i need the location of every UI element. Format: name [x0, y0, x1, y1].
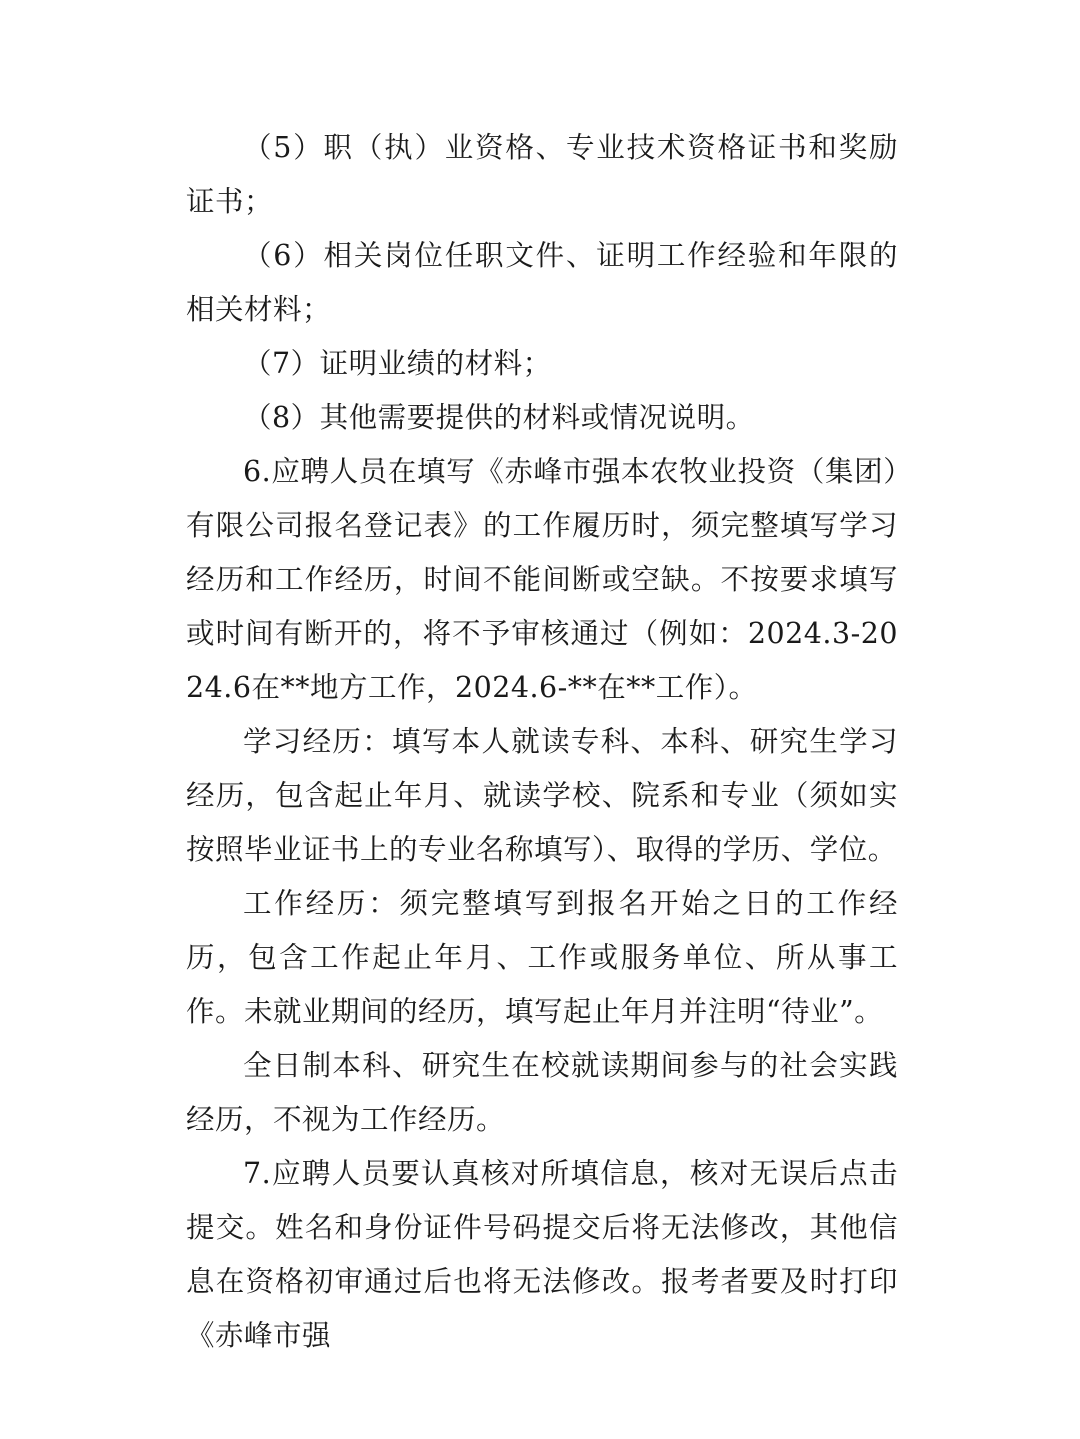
paragraph-item-8: （8）其他需要提供的材料或情况说明。 — [243, 401, 755, 434]
paragraph-section-7: 7.应聘人员要认真核对所填信息，核对无误后点击提交。姓名和身份证件号码提交后将无法修改，其他信息在资格初审通过后也将无法修改。报考者要及时打印《赤峰市强 — [186, 1157, 898, 1352]
paragraph-study-history: 学习经历：填写本人就读专科、本科、研究生学习经历，包含起止年月、就读学校、院系和专业（须如实按照毕业证书上的专业名称填写）、取得的学历、学位。 — [186, 725, 898, 866]
paragraph-section-6: 6.应聘人员在填写《赤峰市强本农牧业投资（集团）有限公司报名登记表》的工作履历时，须完整填写学习经历和工作经历，时间不能间断或空缺。不按要求填写或时间有断开的，将不予审核通过（例如：2024.3-2024.6在**地方工作，2024.6-**在**工作）。 — [186, 455, 898, 704]
paragraph-full-time-note: 全日制本科、研究生在校就读期间参与的社会实践经历，不视为工作经历。 — [186, 1049, 898, 1136]
paragraph-item-6: （6）相关岗位任职文件、证明工作经验和年限的相关材料； — [186, 239, 898, 326]
paragraph-item-5: （5）职（执）业资格、专业技术资格证书和奖励证书； — [186, 131, 898, 218]
paragraph-item-7: （7）证明业绩的材料； — [243, 347, 552, 380]
document-page — [186, 121, 898, 1363]
paragraph-work-history: 工作经历：须完整填写到报名开始之日的工作经历，包含工作起止年月、工作或服务单位、所从事工作。未就业期间的经历，填写起止年月并注明“待业”。 — [186, 887, 898, 1028]
